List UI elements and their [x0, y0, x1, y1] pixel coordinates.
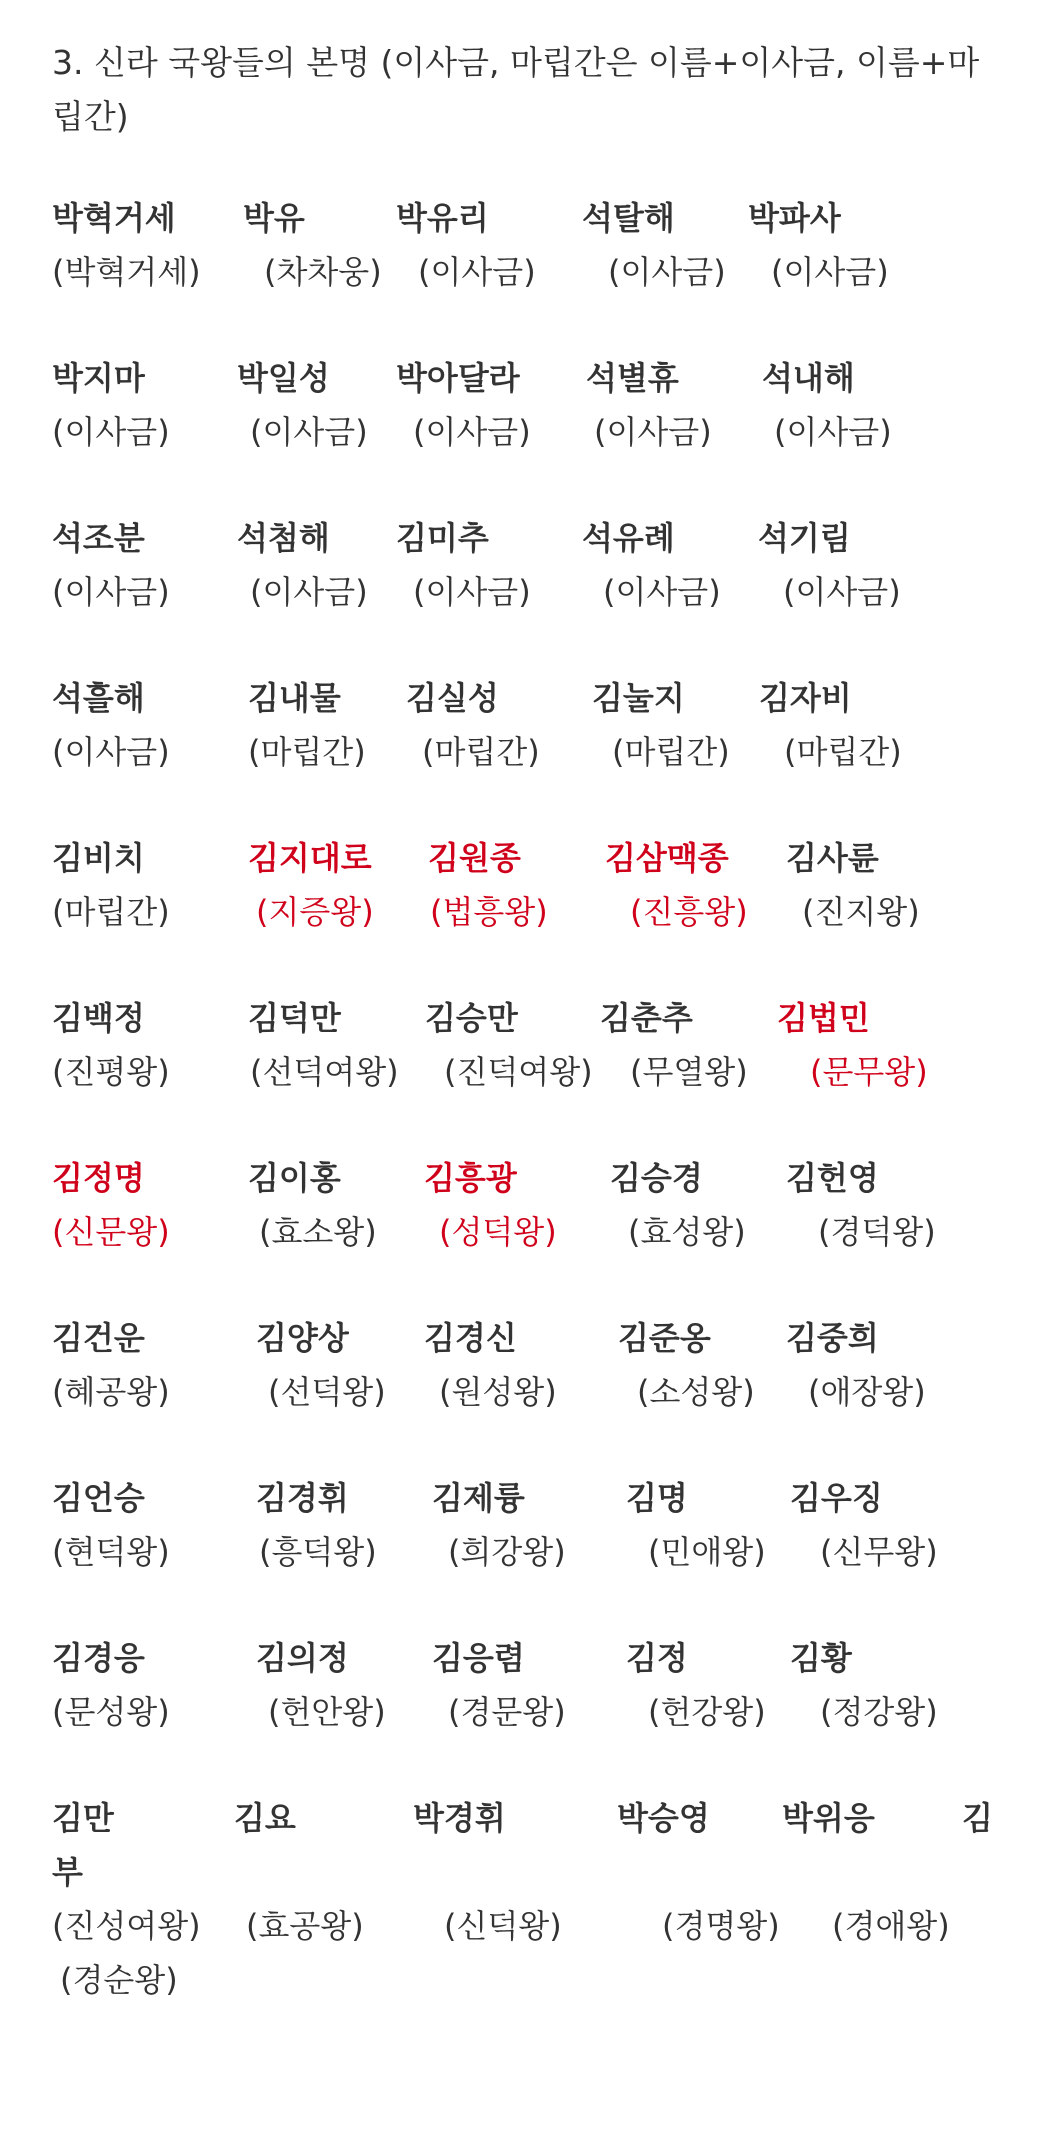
king-name: 김정명	[52, 1159, 145, 1197]
king-title: (희강왕)	[448, 1533, 566, 1571]
king-name: 김명	[626, 1479, 688, 1517]
king-name: 석첨해	[237, 519, 330, 557]
king-name: 박아달라	[396, 359, 520, 397]
king-title: (선덕왕)	[268, 1373, 386, 1411]
king-title: (진평왕)	[52, 1053, 170, 1091]
king-title: (신무왕)	[820, 1533, 938, 1571]
king-name: 석조분	[52, 519, 145, 557]
king-title: (무열왕)	[630, 1053, 748, 1091]
king-name-part: 김	[962, 1799, 993, 1837]
king-name: 석기림	[758, 519, 851, 557]
king-title: (이사금)	[250, 413, 368, 451]
king-name: 김춘추	[600, 999, 693, 1037]
king-title: (마립간)	[784, 733, 902, 771]
king-name: 김황	[790, 1639, 852, 1677]
king-title: (문성왕)	[52, 1693, 170, 1731]
king-title: (애장왕)	[808, 1373, 926, 1411]
king-name: 박유리	[396, 199, 489, 237]
king-name: 김요	[234, 1799, 296, 1837]
king-title: (혜공왕)	[52, 1373, 170, 1411]
king-name: 김준옹	[618, 1319, 711, 1357]
king-name: 박유	[243, 199, 305, 237]
king-title: (효공왕)	[246, 1907, 364, 1945]
king-title: (현덕왕)	[52, 1533, 170, 1571]
king-title: (흥덕왕)	[259, 1533, 377, 1571]
king-name: 김경휘	[256, 1479, 349, 1517]
king-title: (이사금)	[52, 733, 170, 771]
king-name: 박지마	[52, 359, 145, 397]
king-name: 김승만	[425, 999, 518, 1037]
king-title: (진성여왕)	[52, 1907, 201, 1945]
king-name: 김언승	[52, 1479, 145, 1517]
king-name: 김실성	[406, 679, 499, 717]
king-name: 김양상	[256, 1319, 349, 1357]
king-title: (경순왕)	[60, 1961, 178, 1999]
king-name-part: 부	[52, 1853, 83, 1891]
king-name: 박위응	[782, 1799, 875, 1837]
king-title: (경덕왕)	[818, 1213, 936, 1251]
king-title: (이사금)	[413, 413, 531, 451]
king-title: (이사금)	[250, 573, 368, 611]
king-name: 김삼맥종	[605, 839, 729, 877]
king-title: (성덕왕)	[439, 1213, 557, 1251]
king-title: (마립간)	[248, 733, 366, 771]
king-name-wrap	[52, 1852, 83, 1892]
king-title: (마립간)	[422, 733, 540, 771]
king-name	[962, 1791, 993, 1845]
king-name: 석별휴	[586, 359, 679, 397]
king-title: (경명왕)	[662, 1907, 780, 1945]
king-name: 김지대로	[248, 839, 372, 877]
king-name: 석내해	[762, 359, 855, 397]
king-name: 김덕만	[248, 999, 341, 1037]
king-name: 김경신	[424, 1319, 517, 1357]
king-name: 김사륜	[786, 839, 879, 877]
king-title: (문무왕)	[810, 1053, 928, 1091]
king-name: 김제륭	[432, 1479, 525, 1517]
king-title: (이사금)	[771, 253, 889, 291]
king-title: (효소왕)	[259, 1213, 377, 1251]
king-title: (박혁거세)	[52, 253, 201, 291]
king-name: 박승영	[617, 1799, 710, 1837]
king-title: (이사금)	[608, 253, 726, 291]
king-title: (선덕여왕)	[250, 1053, 399, 1091]
king-name: 김백정	[52, 999, 145, 1037]
king-name: 김미추	[396, 519, 489, 557]
king-name: 김만	[52, 1799, 114, 1837]
king-title: (신문왕)	[52, 1213, 170, 1251]
king-title: (이사금)	[52, 413, 170, 451]
king-name: 김자비	[759, 679, 852, 717]
king-title: (원성왕)	[439, 1373, 557, 1411]
king-title: (헌강왕)	[648, 1693, 766, 1731]
king-name: 박파사	[748, 199, 841, 237]
king-title: (이사금)	[418, 253, 536, 291]
king-title: (이사금)	[594, 413, 712, 451]
king-title: (차차웅)	[264, 253, 382, 291]
king-name: 박경휘	[413, 1799, 506, 1837]
king-title: (지증왕)	[256, 893, 374, 931]
king-title: (이사금)	[413, 573, 531, 611]
king-title: (마립간)	[52, 893, 170, 931]
king-title: (경문왕)	[448, 1693, 566, 1731]
king-name: 김우징	[790, 1479, 883, 1517]
king-title: (경애왕)	[832, 1907, 950, 1945]
king-title: (진흥왕)	[630, 893, 748, 931]
king-name: 박혁거세	[52, 199, 176, 237]
king-name: 김비치	[52, 839, 145, 877]
king-title: (정강왕)	[820, 1693, 938, 1731]
king-title: (이사금)	[783, 573, 901, 611]
king-name: 김경응	[52, 1639, 145, 1677]
king-name: 석흘해	[52, 679, 145, 717]
king-title: (이사금)	[603, 573, 721, 611]
king-title: (진덕여왕)	[444, 1053, 593, 1091]
king-name: 김응렴	[432, 1639, 525, 1677]
section-heading: 3. 신라 국왕들의 본명 (이사금, 마립간은 이름+이사금, 이름+마립간)	[52, 43, 980, 136]
king-name: 석유례	[582, 519, 675, 557]
king-name: 김중희	[786, 1319, 879, 1357]
king-title: (효성왕)	[628, 1213, 746, 1251]
king-title: (진지왕)	[802, 893, 920, 931]
king-name: 석탈해	[582, 199, 675, 237]
king-name: 박일성	[237, 359, 330, 397]
king-name: 김정	[626, 1639, 688, 1677]
king-name: 김승경	[610, 1159, 703, 1197]
king-name: 김흥광	[424, 1159, 517, 1197]
king-name: 김내물	[248, 679, 341, 717]
king-title: (소성왕)	[637, 1373, 755, 1411]
king-name: 김헌영	[786, 1159, 879, 1197]
king-name: 김건운	[52, 1319, 145, 1357]
king-title: (헌안왕)	[268, 1693, 386, 1731]
king-name: 김원종	[428, 839, 521, 877]
king-title: (신덕왕)	[444, 1907, 562, 1945]
king-name: 김법민	[777, 999, 870, 1037]
king-title: (이사금)	[774, 413, 892, 451]
king-name: 김이홍	[248, 1159, 341, 1197]
king-title: (민애왕)	[648, 1533, 766, 1571]
king-name: 김의정	[256, 1639, 349, 1677]
king-name: 김눌지	[592, 679, 685, 717]
king-title: (이사금)	[52, 573, 170, 611]
king-title: (마립간)	[612, 733, 730, 771]
king-title: (법흥왕)	[430, 893, 548, 931]
